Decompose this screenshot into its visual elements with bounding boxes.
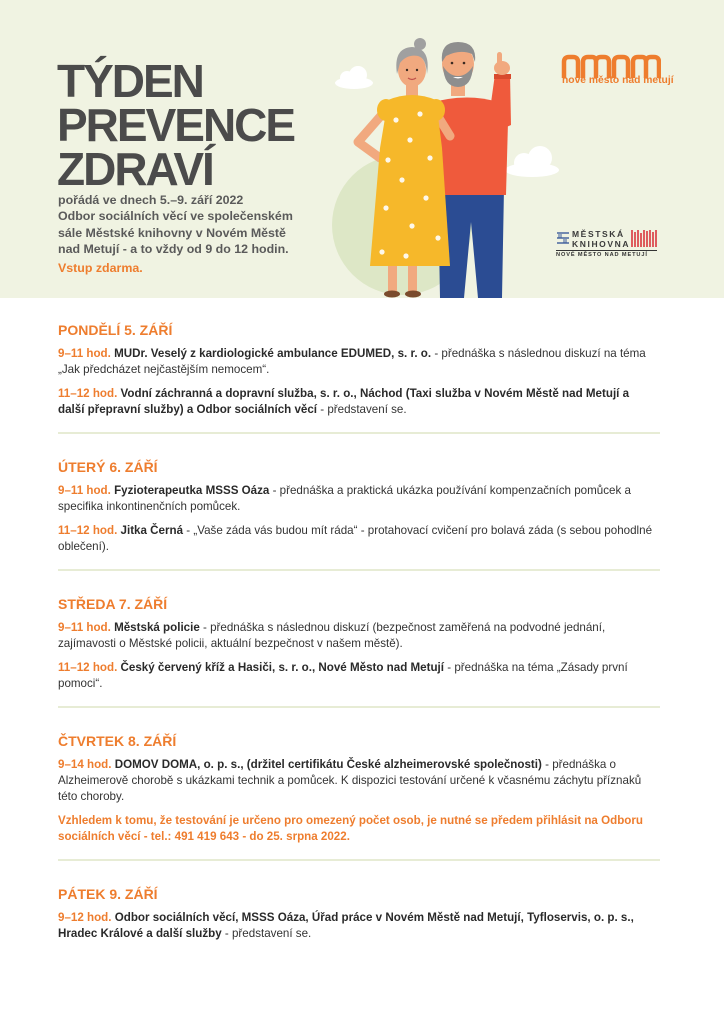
entry-time: 9–14 hod. — [58, 758, 112, 771]
entry-organizer: MUDr. Veselý z kardiologické ambulance EDUMED, s. r. o. — [114, 347, 432, 360]
entry-organizer: Vodní záchranná a dopravní služba, s. r. o., Náchod (Taxi služba v Novém Městě nad Metují a další přepravní služby) a Odbor sociálních věcí — [58, 387, 630, 416]
day-section — [58, 434, 658, 571]
schedule-entry — [58, 660, 658, 692]
entry-time: 9–11 hod. — [58, 621, 111, 634]
book-spines-icon — [631, 230, 657, 247]
day-heading: STŘEDA 7. ZÁŘÍ — [58, 596, 168, 612]
day-section — [58, 708, 658, 861]
library-logo-rule — [556, 250, 657, 251]
day-section — [58, 298, 658, 434]
schedule-entry — [58, 757, 658, 805]
entry-time: 11–12 hod. — [58, 387, 118, 400]
entry-time: 9–11 hod. — [58, 484, 111, 497]
schedule-entry — [58, 483, 658, 515]
entry-description: - přednáška o Alzheimerově chorobě s ukázkami technik a pomůcek. K dispozici testování určené k včasnému záchytu příznaků této choroby. — [58, 758, 642, 803]
intro-line: pořádá ve dnech 5.–9. září 2022 — [58, 193, 244, 207]
entry-organizer: Odbor sociálních věcí, MSSS Oáza, Úřad práce v Novém Městě nad Metují, Tyfloservis, o. p. s., Hradec Králové a další služby — [58, 911, 634, 940]
schedule-entry — [58, 346, 658, 378]
entry-organizer: Fyzioterapeutka MSSS Oáza — [114, 484, 270, 497]
entry-time: 9–12 hod. — [58, 911, 112, 924]
cloud-icon — [335, 66, 373, 89]
entry-organizer: Jitka Černá — [120, 524, 184, 537]
intro-line: sále Městské knihovny v Novém Městě — [58, 225, 286, 240]
entry-organizer: DOMOV DOMA, o. p. s., (držitel certifikátu České alzheimerovské společnosti) — [114, 758, 542, 771]
entry-description: - přednáška a praktická ukázka používání kompenzačních pomůcek a specifika inkontinenčních pomůcek. — [58, 484, 631, 513]
entry-description: - představení se. — [224, 927, 312, 940]
entry-organizer: Český červený kříž a Hasiči, s. r. o., Nové Město nad Metují — [120, 661, 445, 674]
registration-note: Vzhledem k tomu, že testování je určeno pro omezený počet osob, je nutné se předem přihlásit na Odboru sociálních věcí - tel.: 491 419 643 - do 25. srpna 2022. — [58, 814, 643, 843]
poster-title — [57, 55, 295, 195]
couple-illustration — [330, 30, 580, 298]
free-entry-note: Vstup zdarma. — [58, 261, 143, 275]
intro-line: Odbor sociálních věcí ve společenském — [58, 209, 293, 224]
schedule-entry — [58, 523, 658, 555]
schedule-entry — [58, 910, 658, 942]
intro-line: nad Metují - a to vždy od 9 do 12 hodin. — [58, 242, 289, 257]
entry-description: - přednáška s následnou diskuzí na téma „Jak předcházet nejčastějším nemocem“. — [58, 347, 646, 376]
day-heading: PONDĚLÍ 5. ZÁŘÍ — [58, 322, 173, 338]
cloud-icon — [505, 146, 559, 177]
schedule-entry — [58, 386, 658, 418]
day-heading: ČTVRTEK 8. ZÁŘÍ — [58, 733, 177, 749]
day-section — [58, 861, 658, 942]
day-heading: PÁTEK 9. ZÁŘÍ — [58, 886, 158, 902]
entry-description: - „Vaše záda vás budou mít ráda“ - protahovací cvičení pro bolavá záda (s sebou pohodlné oblečení). — [58, 524, 653, 553]
day-section — [58, 571, 658, 708]
day-heading: ÚTERÝ 6. ZÁŘÍ — [58, 459, 158, 475]
entry-description: - přednáška na téma „Zásady první pomoci“. — [58, 661, 628, 690]
entry-time: 9–11 hod. — [58, 347, 111, 360]
library-logo — [556, 228, 660, 260]
entry-time: 11–12 hod. — [58, 661, 118, 674]
city-logo-name: nové město nad metují — [562, 75, 674, 86]
library-logo-line1: MĚSTSKÁ — [572, 229, 625, 239]
library-logo-line2: KNIHOVNA — [572, 239, 631, 249]
title-line: PREVENCE — [57, 99, 295, 151]
title-line: ZDRAVÍ — [57, 143, 213, 195]
event-intro — [58, 192, 293, 258]
program-schedule — [58, 298, 658, 950]
bookshelf-icon — [556, 230, 570, 247]
library-logo-city: NOVÉ MĚSTO NAD METUJÍ — [556, 252, 648, 258]
entry-organizer: Městská policie — [114, 621, 200, 634]
title-line: TÝDEN — [57, 55, 203, 107]
entry-description: - představení se. — [320, 403, 407, 416]
schedule-entry — [58, 620, 658, 652]
entry-time: 11–12 hod. — [58, 524, 118, 537]
entry-description: - přednáška s následnou diskuzí (bezpečnost zaměřená na podvodné jednání, zajímavosti o Městské policii, aktuální bezpečnost v našem městě). — [58, 621, 606, 650]
